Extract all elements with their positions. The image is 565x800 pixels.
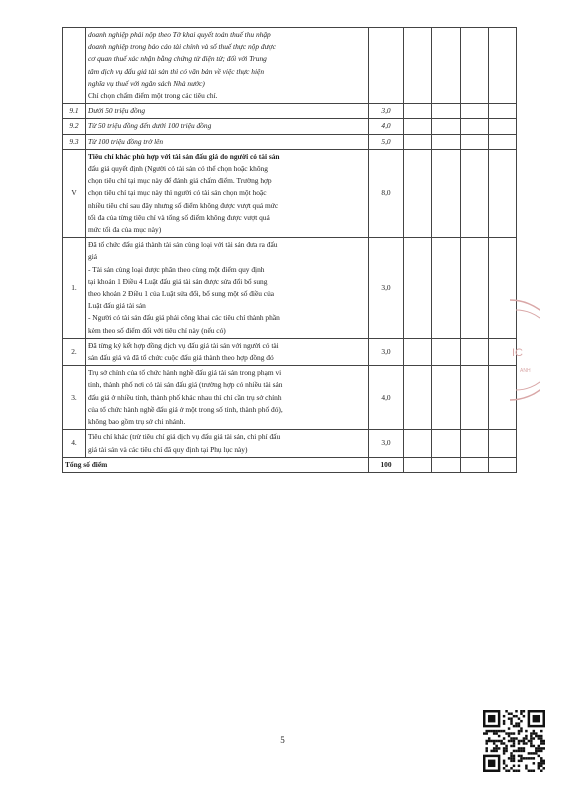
score-cell	[432, 149, 461, 237]
row-number: 4.	[63, 430, 86, 457]
score-cell	[489, 457, 517, 472]
score-cell	[461, 457, 489, 472]
table-row	[63, 430, 517, 457]
criteria-line: chọn tiêu chí tại mục này thì người có tài sản chọn một hoặc	[88, 188, 267, 198]
score-cell	[404, 430, 432, 457]
criteria-line: Dưới 50 triệu đồng	[88, 106, 146, 116]
total-label: Tổng số điểm	[63, 457, 369, 472]
criteria-line: tỉnh, thành phố nơi có tài sản đấu giá (trường hợp có nhiều tài sản	[88, 380, 283, 390]
criteria-line: không bao gồm trụ sở chi nhánh.	[88, 417, 186, 427]
score-cell	[461, 430, 489, 457]
criteria-line: Từ 100 triệu đồng trở lên	[88, 136, 164, 146]
row-number: 9.2	[63, 119, 86, 134]
criteria-line: tối đa của từng tiêu chí và tổng số điểm không được vượt quá	[88, 212, 270, 222]
max-points: 5,0	[369, 134, 404, 149]
table-row	[63, 104, 517, 119]
criteria-line: kèm theo số điểm đối với tiêu chí này (nếu có)	[88, 325, 226, 335]
table-row	[63, 28, 517, 104]
score-cell	[432, 119, 461, 134]
score-cell	[489, 119, 517, 134]
score-cell	[489, 28, 517, 104]
row-number	[63, 28, 86, 104]
table-row	[63, 149, 517, 237]
table-row	[63, 134, 517, 149]
criteria-line: nhiều tiêu chí sau đây nhưng số điểm không được vượt quá mức	[88, 200, 279, 210]
score-cell	[404, 119, 432, 134]
criteria-line: Đã từng ký kết hợp đồng dịch vụ đấu giá tài sản với người có tài	[88, 340, 279, 350]
criteria-text	[86, 366, 369, 430]
score-cell	[432, 104, 461, 119]
criteria-line: nghĩa vụ thuế với ngân sách Nhà nước)	[88, 78, 205, 88]
max-points: 3,0	[369, 104, 404, 119]
criteria-line: Luật đấu giá tài sản	[88, 301, 146, 311]
criteria-line: Tiêu chí khác phù hợp với tài sản đấu giá do người có tài sản	[88, 151, 280, 161]
max-points: 3,0	[369, 338, 404, 365]
score-cell	[404, 28, 432, 104]
table-row	[63, 338, 517, 365]
criteria-line: Chỉ chọn chấm điểm một trong các tiêu chí.	[88, 91, 218, 101]
criteria-line: Tiêu chí khác (trừ tiêu chí giá dịch vụ đấu giá tài sản, chi phí đấu	[88, 432, 281, 442]
criteria-line: cơ quan thuế xác nhận bằng chứng từ điện tử; đối với Trung	[88, 54, 267, 64]
row-number: 2.	[63, 338, 86, 365]
red-stamp-fragment	[480, 290, 540, 410]
score-cell	[432, 134, 461, 149]
criteria-text	[86, 28, 369, 104]
criteria-line: sản đấu giá và đã tổ chức cuộc đấu giá thành theo hợp đồng đó	[88, 353, 274, 363]
page-number: 5	[280, 735, 285, 745]
score-cell	[404, 366, 432, 430]
score-cell	[404, 338, 432, 365]
score-cell	[461, 149, 489, 237]
criteria-line: chọn tiêu chí tại mục này để đánh giá chấm điểm. Trường hợp	[88, 176, 272, 186]
max-points: 3,0	[369, 430, 404, 457]
criteria-line: doanh nghiệp trong báo cáo tài chính và số thuế thực nộp được	[88, 42, 276, 52]
criteria-line: Trụ sở chính của tổ chức hành nghề đấu giá tài sản trong phạm vi	[88, 368, 282, 378]
score-cell	[404, 134, 432, 149]
score-cell	[461, 119, 489, 134]
table-row	[63, 238, 517, 339]
max-points: 3,0	[369, 238, 404, 339]
criteria-text	[86, 338, 369, 365]
row-number: 3.	[63, 366, 86, 430]
criteria-line: đấu giá ở nhiều tỉnh, thành phố khác nhau thì chỉ cần trụ sở chính	[88, 392, 282, 402]
criteria-text	[86, 104, 369, 119]
row-number: 9.1	[63, 104, 86, 119]
criteria-line: mức tối đa của mục này)	[88, 225, 162, 235]
criteria-line: giá	[88, 252, 98, 262]
criteria-line: theo khoản 2 Điều 1 của Luật sửa đổi, bổ sung một số điều của	[88, 289, 275, 299]
criteria-line: Từ 50 triệu đồng đến dưới 100 triệu đồng	[88, 121, 212, 131]
max-points	[369, 28, 404, 104]
max-points: 4,0	[369, 366, 404, 430]
criteria-line: của tổ chức hành nghề đấu giá ở một trong số tỉnh, thành phố đó),	[88, 404, 283, 414]
criteria-line: - Người có tài sản đấu giá phải công khai các tiêu chí thành phần	[88, 313, 280, 323]
score-cell	[432, 366, 461, 430]
criteria-line: Đã tổ chức đấu giá thành tài sản cùng loại với tài sản đưa ra đấu	[88, 240, 278, 250]
score-cell	[432, 457, 461, 472]
criteria-line: tại khoản 1 Điều 4 Luật đấu giá tài sản được sửa đổi bổ sung	[88, 276, 268, 286]
stamp-subtext: ANH	[520, 368, 531, 374]
score-cell	[461, 134, 489, 149]
criteria-line: tâm dịch vụ đấu giá tài sản thì có văn bản về việc thực hiện	[88, 66, 265, 76]
score-cell	[432, 430, 461, 457]
table-row	[63, 119, 517, 134]
score-cell	[489, 134, 517, 149]
score-cell	[489, 430, 517, 457]
criteria-text	[86, 238, 369, 339]
score-cell	[461, 28, 489, 104]
score-cell	[432, 28, 461, 104]
score-cell	[404, 149, 432, 237]
row-number: V	[63, 149, 86, 237]
criteria-line: đấu giá quyết định (Người có tài sản có thể chọn hoặc không	[88, 164, 268, 174]
criteria-line: - Tài sản cùng loại được phân theo cùng một điểm quy định	[88, 264, 265, 274]
score-cell	[404, 104, 432, 119]
criteria-text	[86, 430, 369, 457]
row-number: 1.	[63, 238, 86, 339]
total-row	[63, 457, 517, 472]
criteria-line: doanh nghiệp phải nộp theo Tờ khai quyết toán thuế thu nhập	[88, 30, 271, 39]
table-row	[63, 366, 517, 430]
score-cell	[404, 238, 432, 339]
criteria-text	[86, 134, 369, 149]
stamp-text: IC	[512, 347, 523, 359]
score-cell	[432, 338, 461, 365]
score-cell	[489, 104, 517, 119]
row-number: 9.3	[63, 134, 86, 149]
total-points: 100	[369, 457, 404, 472]
max-points: 4,0	[369, 119, 404, 134]
criteria-text	[86, 149, 369, 237]
max-points: 8,0	[369, 149, 404, 237]
criteria-table	[62, 27, 517, 473]
score-cell	[404, 457, 432, 472]
score-cell	[489, 149, 517, 237]
score-cell	[432, 238, 461, 339]
criteria-text	[86, 119, 369, 134]
score-cell	[461, 104, 489, 119]
criteria-line: giá tài sản và các tiêu chí đã quy định tại Phụ lục này)	[88, 444, 248, 454]
